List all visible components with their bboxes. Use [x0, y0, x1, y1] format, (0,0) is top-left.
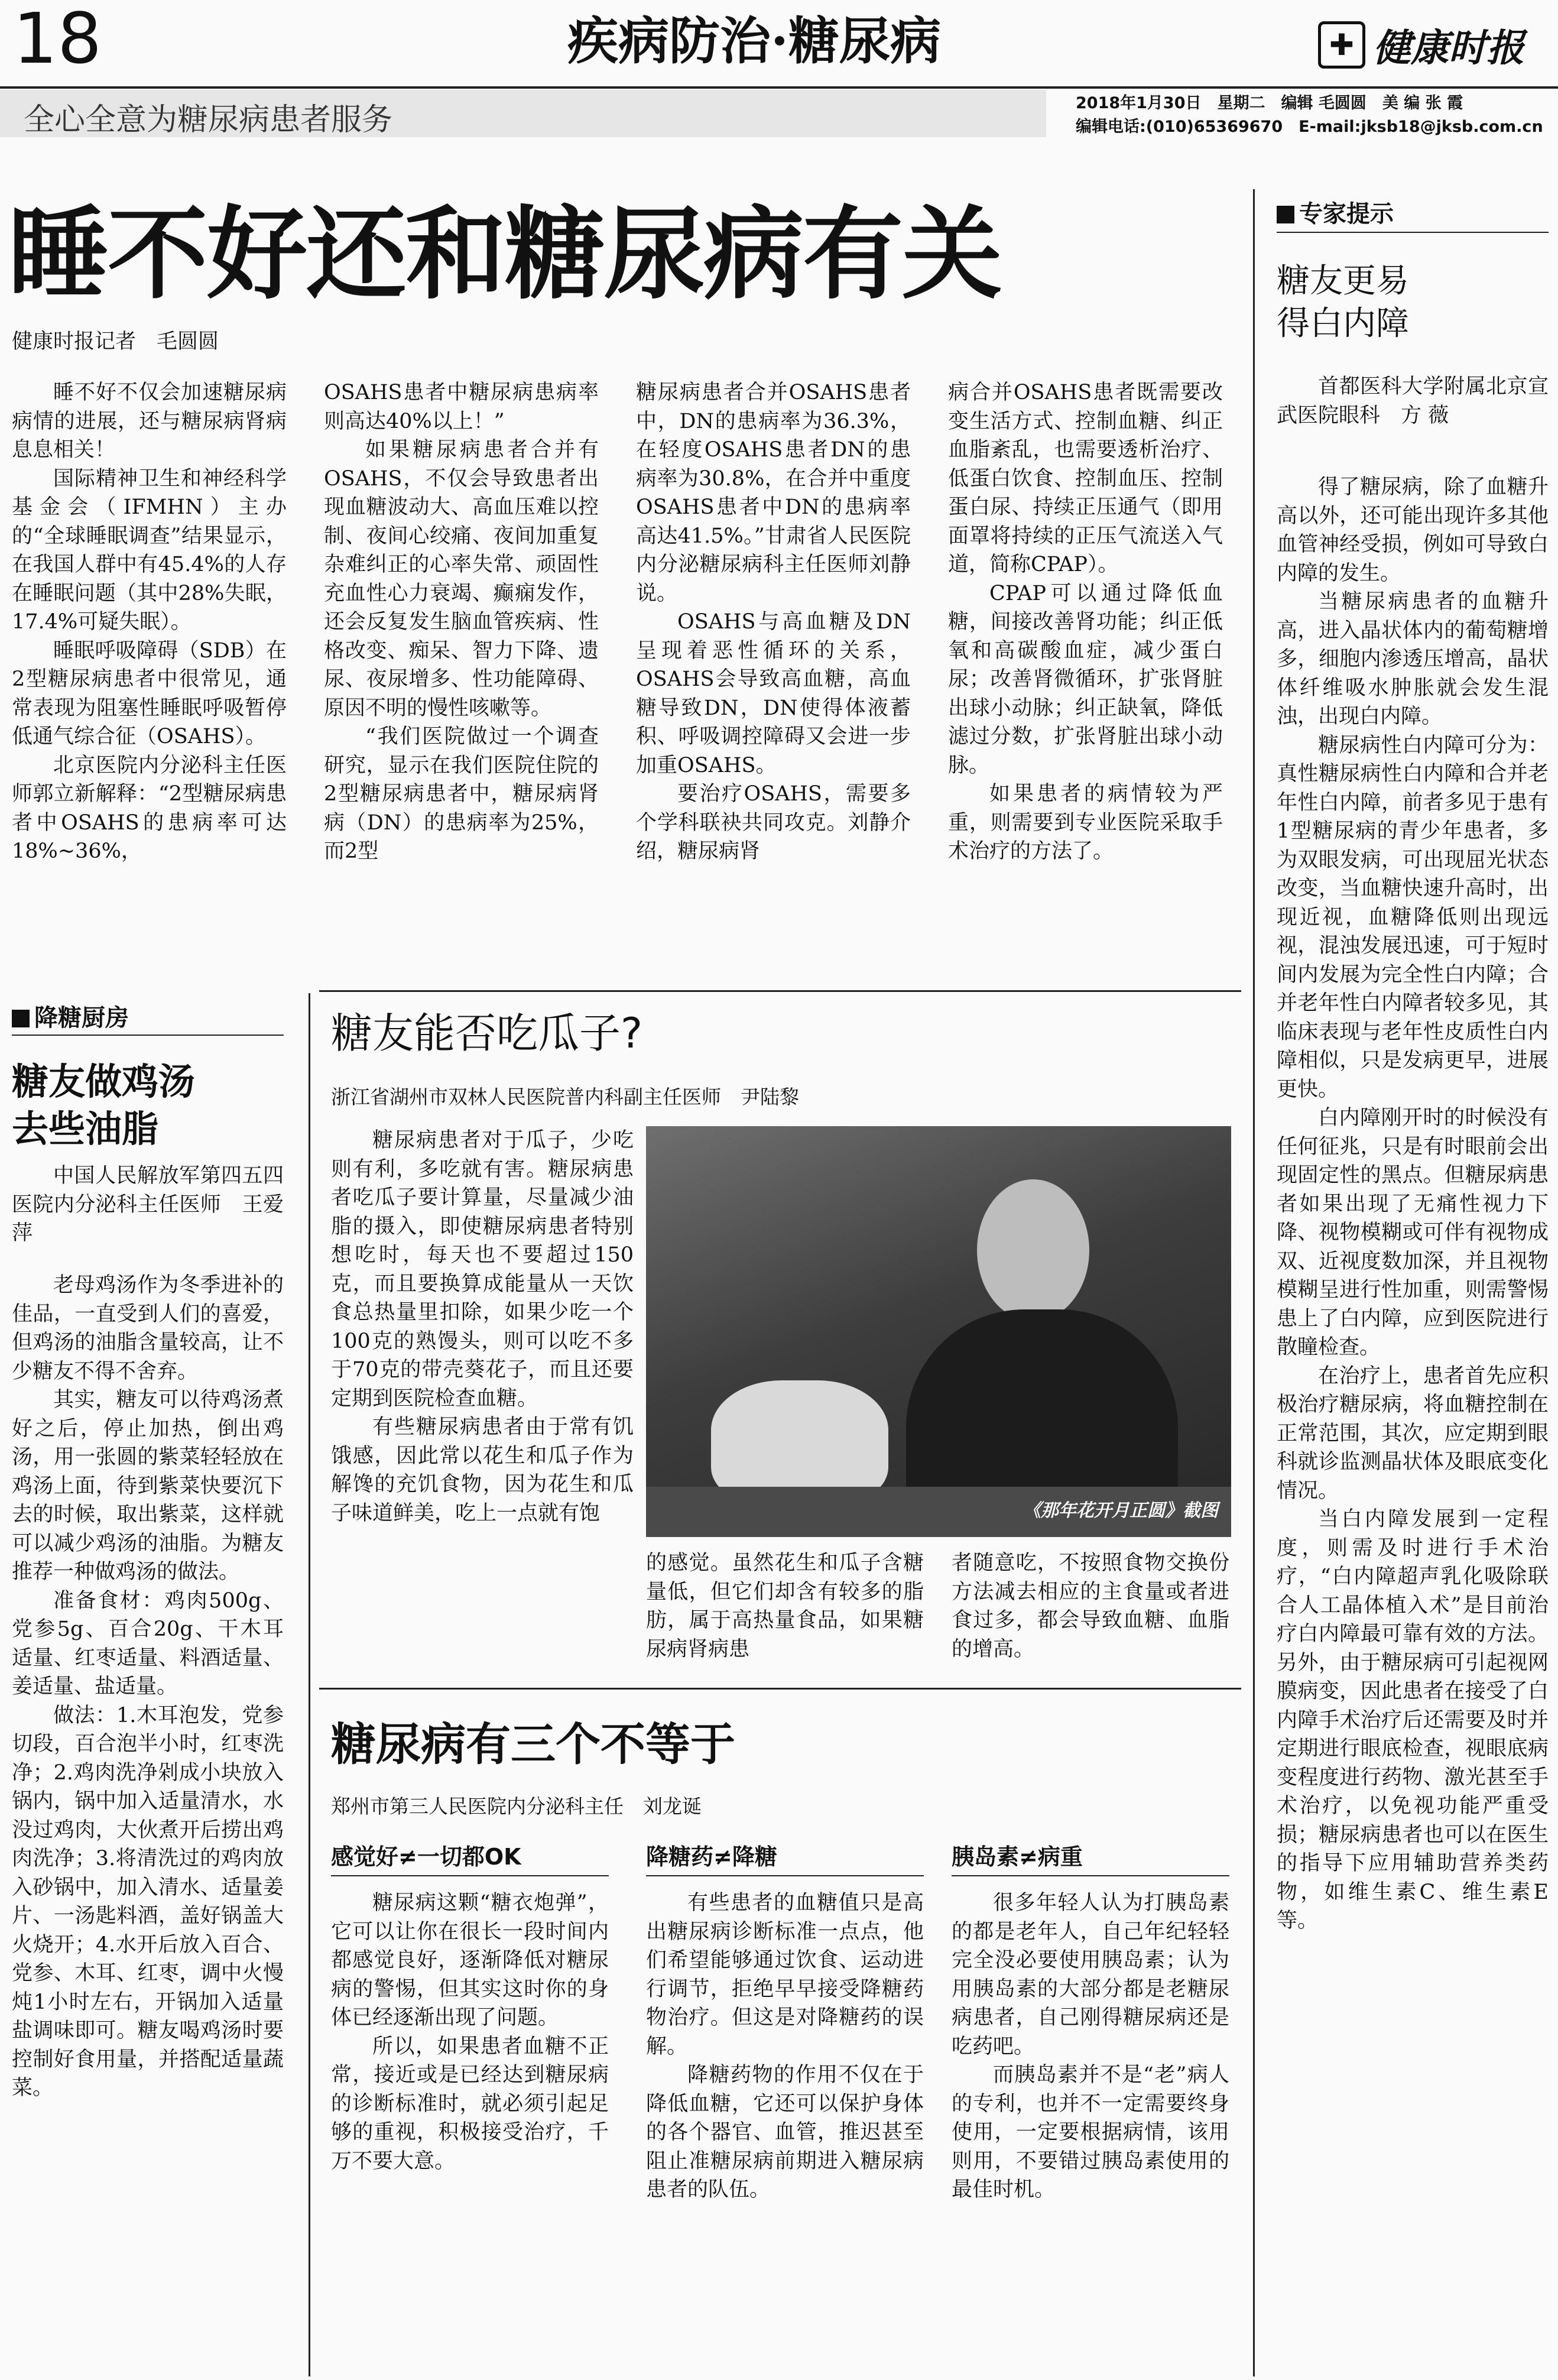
- three-subhead-1: 感觉好≠一切都OK: [331, 1844, 521, 1870]
- date-line: 2018年1月30日 星期二 编辑 毛圆圆 美 编 张 霞: [1076, 94, 1463, 112]
- main-article-col2: [324, 378, 599, 866]
- kitchen-headline: [12, 1058, 195, 1153]
- paragraph: 准备食材：鸡肉500g、党参5g、百合20g、干木耳适量、红枣适量、料酒适量、姜适量、盐适量。: [12, 1588, 284, 1698]
- paragraph: 而胰岛素并不是“老”病人的专利，也并不一定需要终身使用，一定要根据病情，该用则用，不要错过胰岛素使用的最佳时机。: [952, 2063, 1229, 2201]
- three-col3: [952, 1889, 1229, 2204]
- subhead-rule: [952, 1875, 1229, 1876]
- subhead-rule: [331, 1875, 609, 1876]
- kitchen-headline-line1: 糖友做鸡汤: [12, 1060, 196, 1103]
- three-headline: 糖尿病有三个不等于: [331, 1718, 735, 1771]
- paragraph: OSAHS患者中糖尿病患病率则高达40%以上！”: [324, 381, 599, 433]
- kitchen-tag: [12, 999, 129, 1033]
- main-headline: 睡不好还和糖尿病有关: [8, 195, 1002, 313]
- three-col2: [646, 1889, 924, 2204]
- three-col1: [331, 1889, 609, 2175]
- kitchen-tag-label: 降糖厨房: [34, 1004, 129, 1032]
- paragraph: 糖尿病患者合并OSAHS患者中，DN的患病率为36.3%，在轻度OSAHS患者DN的患病率为30.8%，在合并中重度OSAHS患者中DN的患病率高达41.5%。”甘肃省人民医院内分泌糖尿病科主任医师刘静说。: [636, 381, 911, 605]
- expert-body: [1277, 473, 1549, 1935]
- seeds-photo: [646, 1126, 1231, 1537]
- seeds-col2: [646, 1549, 924, 1664]
- seeds-col1: [331, 1126, 634, 1528]
- expert-headline: [1277, 260, 1409, 345]
- photo-figure-head: [977, 1179, 1089, 1321]
- photo-teapot: [711, 1380, 888, 1504]
- main-article-col1: [12, 378, 287, 866]
- expert-headline-line1: 糖友更易: [1277, 262, 1409, 300]
- paragraph: 有些患者的血糖值只是高出糖尿病诊断标准一点点，他们希望能够通过饮食、运动进行调节，拒绝早早接受降糖药物治疗。但这是对降糖药的误解。: [646, 1891, 924, 2058]
- paragraph: 糖尿病这颗“糖衣炮弹”，它可以让你在很长一段时间内都感觉良好，逐渐降低对糖尿病的警惕，但其实这时你的身体已经逐渐出现了问题。: [331, 1891, 609, 2029]
- masthead-logo-icon: ✚: [1318, 21, 1365, 69]
- paragraph: 如果患者的病情较为严重，则需要到专业医院采取手术治疗的方法了。: [948, 782, 1223, 863]
- paragraph: 北京医院内分泌科主任医师郭立新解释：“2型糖尿病患者中OSAHS的患病率可达18%~36%，: [12, 753, 287, 863]
- masthead-title: 健康时报: [1373, 26, 1525, 70]
- square-bullet-icon: [12, 1010, 30, 1027]
- paragraph: 其实，糖友可以待鸡汤煮好之后，停止加热，倒出鸡汤，用一张圆的紫菜轻轻放在鸡汤上面，待到紫菜快要沉下去的时候，取出紫菜，这样就可以减少鸡汤的油脂。为糖友推荐一种做鸡汤的做法。: [12, 1388, 284, 1584]
- square-bullet-icon: [1277, 206, 1294, 223]
- column-divider: [309, 993, 310, 2376]
- expert-tag-label: 专家提示: [1299, 200, 1394, 228]
- kitchen-author-text: 中国人民解放军第四五四医院内分泌科主任医师 王爱萍: [12, 1164, 284, 1245]
- paragraph: 病合并OSAHS患者既需要改变生活方式、控制血糖、纠正血脂紊乱，也需要透析治疗、低蛋白饮食、控制血压、控制蛋白尿、持续正压通气（即用面罩将持续的正压气流送入气道，简称CPAP）。: [948, 381, 1223, 576]
- paragraph: 降糖药物的作用不仅在于降低血糖，它还可以保护身体的各个器官、血管，推迟甚至阻止准糖尿病前期进入糖尿病患者的队伍。: [646, 2063, 924, 2201]
- subhead-rule: [646, 1875, 924, 1876]
- seeds-col3: [952, 1549, 1229, 1664]
- section-title: 疾病防治·糖尿病: [567, 11, 941, 71]
- paragraph: 糖尿病患者对于瓜子，少吃则有利，多吃就有害。糖尿病患者吃瓜子要计算量，尽量减少油脂的摄入，即使糖尿病患者特别想吃时，每天也不要超过150克，而且要换算成能量从一天饮食总热量里扣除，如果少吃一个100克的熟馒头，则可以吃不多于70克的带壳葵花子，而且还要定期到医院检查血糖。: [331, 1129, 634, 1411]
- paragraph: 所以，如果患者血糖不正常，接近或是已经达到糖尿病的诊断标准时，就必须引起足够的重视，积极接受治疗，千万不要大意。: [331, 2034, 609, 2173]
- section-divider: [319, 990, 1241, 992]
- paragraph: 很多年轻人认为打胰岛素的都是老年人，自己年纪轻轻完全没必要使用胰岛素；认为用胰岛素的大部分都是老糖尿病患者，自己刚得糖尿病还是吃药吧。: [952, 1891, 1229, 2058]
- paragraph: 做法：1.木耳泡发，党参切段，百合泡半小时，红枣洗净；2.鸡肉洗净剁成小块放入锅内，锅中加入适量清水，水没过鸡肉，大伙煮开后捞出鸡肉洗净；3.将清洗过的鸡肉放入砂锅中，加入清水、适量姜片、一汤匙料酒，盖好锅盖大火烧开；4.水开后放入百合、党参、木耳、红枣，调中火慢炖1小时左右，开锅加入适量盐调味即可。糖友喝鸡汤时要控制好食用量，并搭配适量蔬菜。: [12, 1703, 284, 2100]
- photo-caption: 《那年花开月正圆》截图: [1023, 1500, 1218, 1521]
- expert-author-text: 首都医科大学附属北京宣武医院眼科 方 薇: [1277, 375, 1549, 427]
- paragraph: 糖尿病性白内障可分为：真性糖尿病性白内障和合并老年性白内障，前者多见于患有1型糖尿病的青少年患者，多为双眼发病，可出现屈光状态改变，当血糖快速升高时，出现近视，血糖降低则出现远视，混浊发展迅速，可于短时间内发展为完全性白内障；合并老年性白内障者较多见，其临床表现与老年性皮质性白内障相似，只是发病更早，进展更快。: [1277, 733, 1549, 1101]
- paragraph: 睡眠呼吸障碍（SDB）在2型糖尿病患者中很常见，通常表现为阻塞性睡眠呼吸暂停低通气综合征（OSAHS）。: [12, 638, 287, 748]
- paragraph: OSAHS与高血糖及DN呈现着恶性循环的关系，OSAHS会导致高血糖，高血糖导致DN，DN使得体液蓄积、呼吸调控障碍又会进一步加重OSAHS。: [636, 610, 911, 777]
- paragraph: 如果糖尿病患者合并有OSAHS，不仅会导致患者出现血糖波动大、高血压难以控制、夜间心绞痛、夜间加重复杂难纠正的心率失常、顽固性充血性心力衰竭、癫痫发作，还会反复发生脑血管疾病、性格改变、痴呆、智力下降、遗尿、夜尿增多、性功能障碍、原因不明的慢性咳嗽等。: [324, 438, 599, 720]
- paragraph: 要治疗OSAHS，需要多个学科联袂共同攻克。刘静介绍，糖尿病肾: [636, 782, 911, 863]
- three-subhead-3: 胰岛素≠病重: [952, 1844, 1083, 1870]
- seeds-author: 浙江省湖州市双林人民医院普内科副主任医师 尹陆黎: [331, 1085, 799, 1108]
- main-article-col4: [948, 378, 1223, 866]
- paragraph: 白内障刚开时的时候没有任何征兆，只是有时眼前会出现固定性的黑点。但糖尿病患者如果出现了无痛性视力下降、视物模糊或可伴有视物成双、近视度数加深，并且视物模糊呈进行性加重，则需警惕患上了白内障，应到医院进行散瞳检查。: [1277, 1106, 1549, 1359]
- paragraph: 睡不好不仅会加速糖尿病病情的进展，还与糖尿病肾病息息相关！: [12, 381, 287, 462]
- expert-author: [1277, 372, 1549, 430]
- paragraph: CPAP可以通过降低血糖，间接改善肾功能；纠正低氧和高碳酸血症，减少蛋白尿；改善肾微循环，扩张肾脏出球小动脉；纠正缺氧，降低滤过分数，扩张肾脏出球小动脉。: [948, 581, 1223, 777]
- contact-line: 编辑电话:(010)65369670 E-mail:jksb18@jksb.com.cn: [1076, 118, 1543, 136]
- paragraph: “我们医院做过一个调查研究，显示在我们医院住院的2型糖尿病患者中，糖尿病肾病（DN）的患病率为25%，而2型: [324, 725, 599, 863]
- expert-tag: [1277, 195, 1394, 229]
- paragraph: 当白内障发展到一定程度，则需及时进行手术治疗，“白内障超声乳化吸除联合人工晶体植入术”是目前治疗白内障最可靠有效的方法。另外，由于糖尿病可引起视网膜病变，因此患者在接受了白内障手术治疗后还需要及时并定期进行眼底检查，视眼底病变程度进行药物、激光甚至手术治疗，以免视功能严重受损；糖尿病患者也可以在医生的指导下应用辅助营养类药物，如维生素C、维生素E等。: [1277, 1507, 1549, 1932]
- three-author: 郑州市第三人民医院内分泌科主任 刘龙诞: [331, 1795, 702, 1818]
- paragraph: 者随意吃，不按照食物交换份方法减去相应的主食量或者进食过多，都会导致血糖、血脂的增高。: [952, 1551, 1229, 1661]
- paragraph: 有些糖尿病患者由于常有饥饿感，因此常以花生和瓜子作为解馋的充饥食物，因为花生和瓜子味道鲜美，吃上一点就有饱: [331, 1415, 634, 1525]
- column-divider: [1253, 189, 1255, 2376]
- paragraph: 当糖尿病患者的血糖升高，进入晶状体内的葡萄糖增多，细胞内渗透压增高，晶状体纤维吸水肿胀就会发生混浊，出现白内障。: [1277, 590, 1549, 728]
- three-subhead-2: 降糖药≠降糖: [646, 1844, 777, 1870]
- page-number: 18: [13, 0, 102, 79]
- paragraph: 老母鸡汤作为冬季进补的佳品，一直受到人们的喜爱，但鸡汤的油脂含量较高，让不少糖友不得不舍弃。: [12, 1273, 284, 1383]
- expert-tag-rule: [1277, 232, 1549, 233]
- seeds-headline: 糖友能否吃瓜子?: [331, 1009, 643, 1058]
- slogan: 全心全意为糖尿病患者服务: [24, 102, 393, 138]
- main-article-col3: [636, 378, 911, 866]
- main-byline: 健康时报记者 毛圆圆: [12, 330, 219, 354]
- header-rule: [0, 86, 1558, 89]
- kitchen-tag-rule: [12, 1035, 284, 1036]
- masthead: [1318, 18, 1524, 72]
- slogan-bar: [0, 90, 1046, 137]
- paragraph: 的感觉。虽然花生和瓜子含糖量低，但它们却含有较多的脂肪，属于高热量食品，如果糖尿病肾病患: [646, 1551, 924, 1661]
- kitchen-body: [12, 1271, 284, 2103]
- expert-headline-line2: 得白内障: [1277, 304, 1409, 343]
- kitchen-headline-line2: 去些油脂: [12, 1107, 159, 1150]
- paragraph: 国际精神卫生和神经科学基金会（IFMHN）主办的“全球睡眠调查”结果显示，在我国人群中有45.4%的人存在睡眠问题（其中28%失眠，17.4%可疑失眠）。: [12, 466, 287, 634]
- kitchen-author: [12, 1162, 284, 1248]
- paragraph: 得了糖尿病，除了血糖升高以外，还可能出现许多其他血管神经受损，例如可导致白内障的发生。: [1277, 475, 1549, 585]
- section-divider: [319, 1688, 1241, 1690]
- paragraph: 在治疗上，患者首先应积极治疗糖尿病，将血糖控制在正常范围，其次，应定期到眼科就诊监测晶状体及眼底变化情况。: [1277, 1364, 1549, 1503]
